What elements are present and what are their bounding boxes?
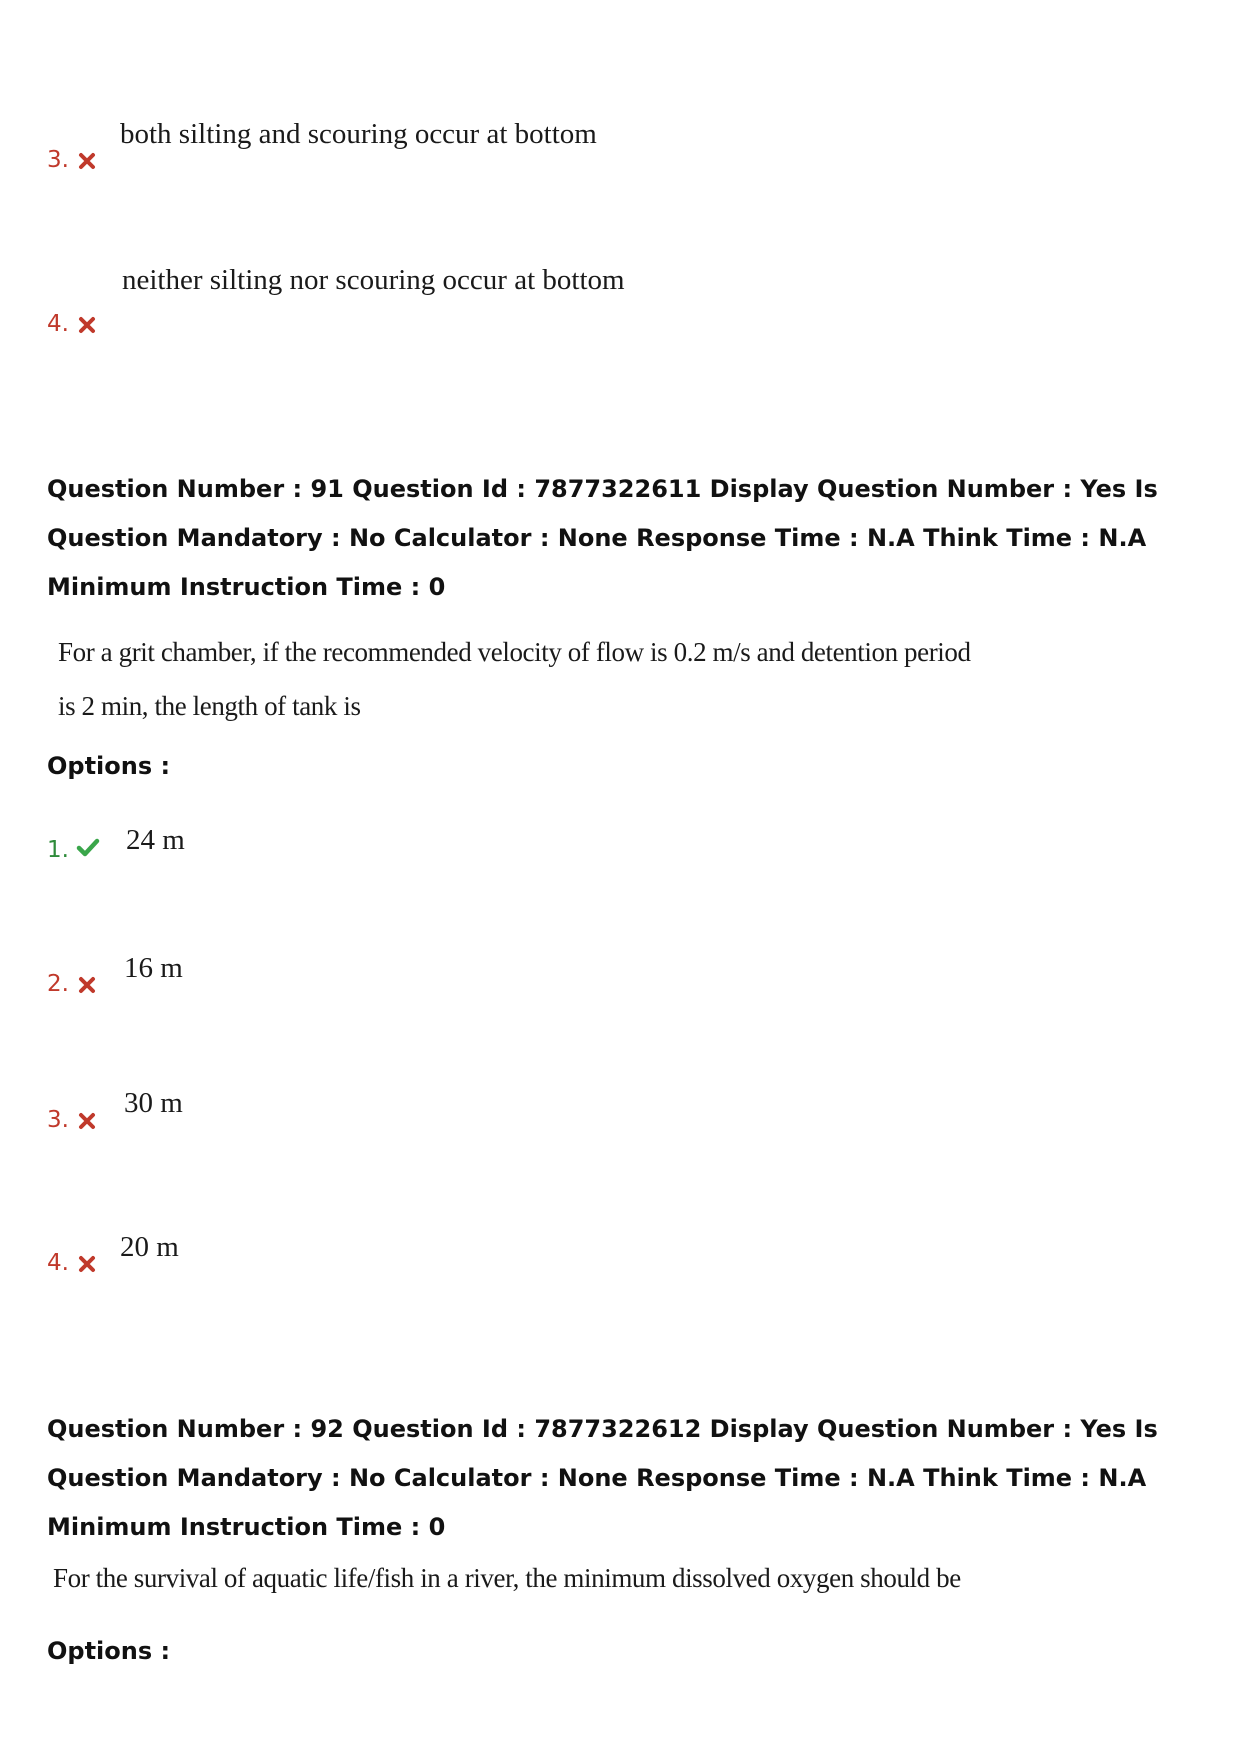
check-icon [76,838,100,858]
options-label: Options : [47,1637,171,1665]
cross-icon [78,152,96,170]
option-text: 16 m [124,952,183,984]
option-number: 4. [47,311,69,337]
option-text: neither silting nor scouring occur at bottom [122,264,625,296]
option-number: 4. [47,1250,69,1276]
question-meta: Question Number : 91 Question Id : 7877322611 Display Question Number : Yes Is Question Mandatory : No Calculator : None Response Time : N.A Think Time : N.A Minimum Instruction Time : 0 [47,475,1158,601]
option-text: 24 m [126,824,185,856]
question-text-line-2: is 2 min, the length of tank is [58,691,361,721]
question-meta: Question Number : 92 Question Id : 7877322612 Display Question Number : Yes Is Question Mandatory : No Calculator : None Response Time : N.A Think Time : N.A Minimum Instruction Time : 0 [47,1415,1158,1541]
option-text: 30 m [124,1087,183,1119]
question-text: For the survival of aquatic life/fish in a river, the minimum dissolved oxygen should be [53,1563,961,1593]
cross-icon [78,976,96,994]
option-text: 20 m [120,1231,179,1263]
option-number: 2. [47,971,69,997]
cross-icon [78,1255,96,1273]
option-number: 1. [47,837,69,863]
option-text: both silting and scouring occur at bottom [120,118,597,150]
options-label: Options : [47,752,171,780]
option-number: 3. [47,1107,69,1133]
cross-icon [78,316,96,334]
cross-icon [78,1112,96,1130]
question-text-line-1: For a grit chamber, if the recommended velocity of flow is 0.2 m/s and detention period [58,637,971,667]
option-number: 3. [47,147,69,173]
